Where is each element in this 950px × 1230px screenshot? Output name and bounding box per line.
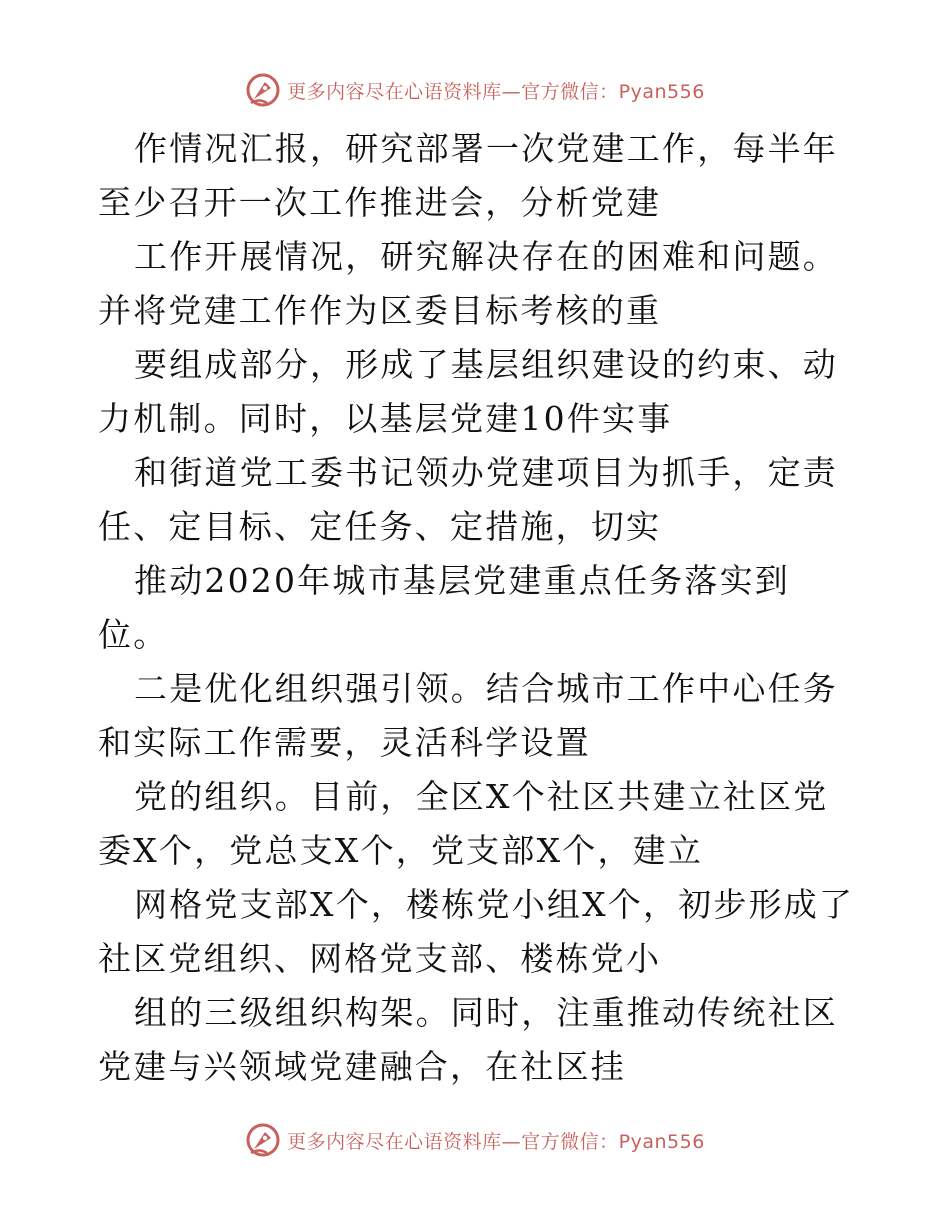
- header-watermark: [0, 70, 950, 110]
- paragraph: 工作开展情况，研究解决存在的困难和问题。并将党建工作作为区委目标考核的重: [98, 237, 838, 330]
- watermark-text: 更多内容尽在心语资料库—官方微信：Pyan556: [287, 80, 705, 103]
- paragraph: 党的组织。目前，全区X个社区共建立社区党委X个，党总支X个，党支部X个，建立: [98, 777, 829, 870]
- document-body: [98, 122, 858, 1094]
- paragraph: 组的三级组织构架。同时，注重推动传统社区党建与兴领域党建融合，在社区挂: [98, 993, 838, 1086]
- paragraph: 要组成部分，形成了基层组织建设的约束、动力机制。同时，以基层党建10件实事: [98, 345, 838, 438]
- paragraph: 作情况汇报，研究部署一次党建工作，每半年至少召开一次工作推进会，分析党建: [98, 129, 838, 222]
- pen-nib-circle-icon: [245, 72, 281, 108]
- watermark-text: 更多内容尽在心语资料库—官方微信：Pyan556: [287, 1130, 705, 1153]
- paragraph: 推动2020年城市基层党建重点任务落实到位。: [98, 561, 790, 654]
- pen-nib-circle-icon: [245, 1122, 281, 1158]
- paragraph: 二是优化组织强引领。结合城市工作中心任务和实际工作需要，灵活科学设置: [98, 669, 838, 762]
- paragraph: 网格党支部X个，楼栋党小组X个，初步形成了社区党组织、网格党支部、楼栋党小: [98, 885, 855, 978]
- paragraph: 和街道党工委书记领办党建项目为抓手，定责任、定目标、定任务、定措施，切实: [98, 453, 838, 546]
- footer-watermark: [0, 1120, 950, 1160]
